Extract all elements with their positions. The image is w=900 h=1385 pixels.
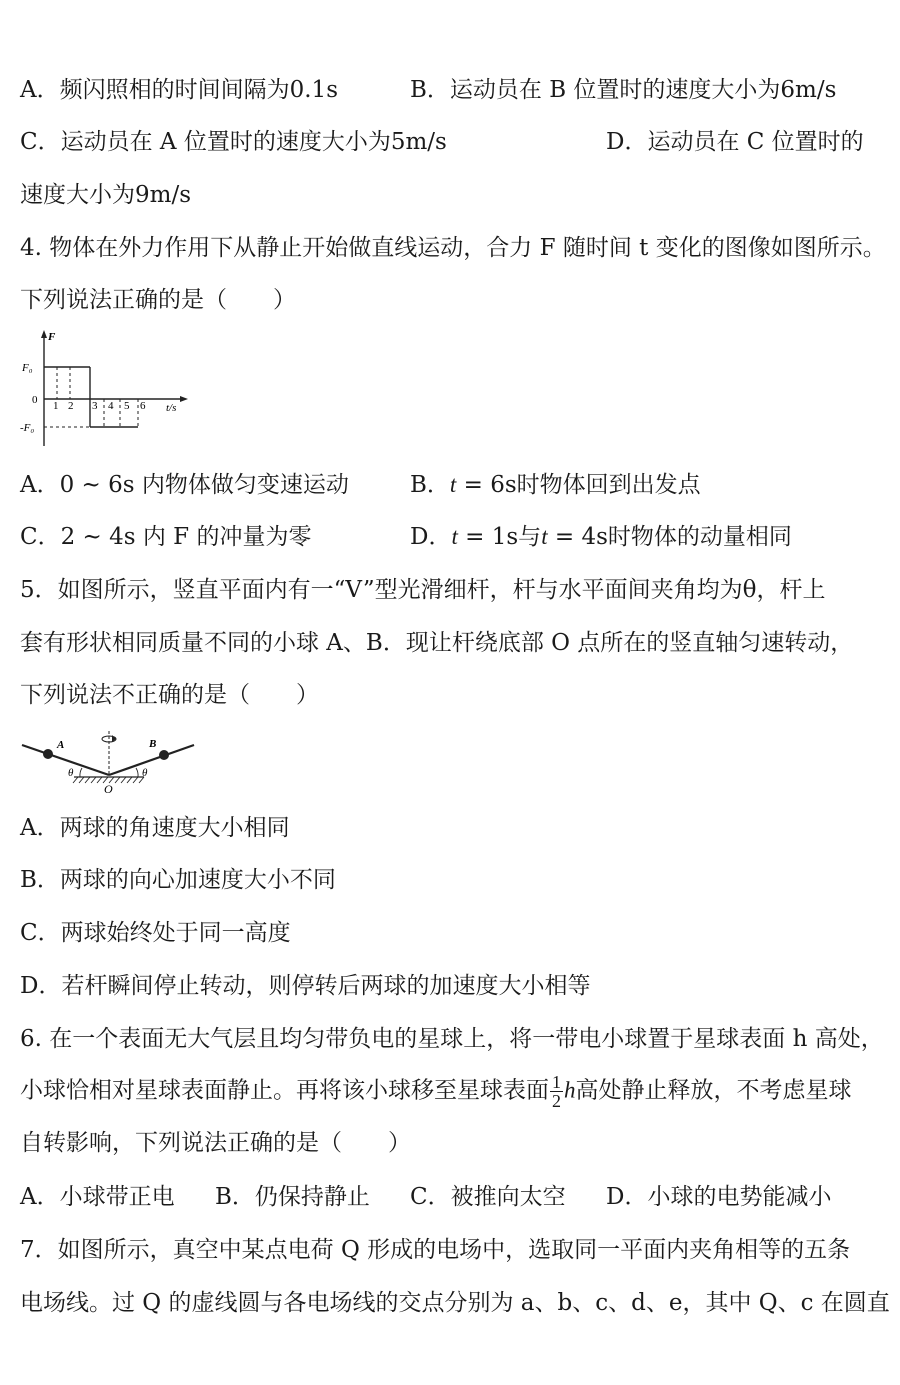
q6-option-b: B．仍保持静止 <box>215 1184 370 1210</box>
q4-stem-line-1: 4. 物体在外力作用下从静止开始做直线运动，合力 F 随时间 t 变化的图像如图所示。 <box>20 235 886 261</box>
q5-option-a: A．两球的角速度大小相同 <box>20 815 290 841</box>
q7-stem-line-1: 7．如图所示，真空中某点电荷 Q 形成的电场中，选取同一平面内夹角相等的五条 <box>20 1237 851 1263</box>
point-o-label: O <box>104 782 113 796</box>
q4-option-c: C．2 ~ 4s 内 F 的冲量为零 <box>20 524 312 550</box>
fraction-one-half: $\frac{1}{2}$ <box>552 1072 561 1111</box>
q5-stem-line-2: 套有形状相同质量不同的小球 A、B．现让杆绕底部 O 点所在的竖直轴匀速转动， <box>20 630 854 656</box>
q5-option-d: D．若杆瞬间停止转动，则停转后两球的加速度大小相等 <box>20 973 591 999</box>
q5-option-b: B．两球的向心加速度大小不同 <box>20 867 336 893</box>
q3-option-d-continued: 速度大小为9m/s <box>20 182 191 208</box>
q3-option-a: A．频闪照相的时间间隔为0.1s <box>20 77 338 103</box>
ball-a-label: A <box>57 739 65 751</box>
q6-option-d: D．小球的电势能减小 <box>606 1184 832 1210</box>
graph-x-axis-label: t/s <box>166 402 177 414</box>
q6-stem-line-3: 自转影响，下列说法正确的是（ ） <box>20 1130 411 1156</box>
graph-tick-3: 3 <box>92 400 98 412</box>
q4-force-time-graph <box>20 326 200 452</box>
q3-option-c: C．运动员在 A 位置时的速度大小为5m/s <box>20 129 447 155</box>
q6-option-c: C．被推向太空 <box>410 1184 566 1210</box>
theta-left-label: θ <box>68 767 74 779</box>
graph-tick-5: 5 <box>124 400 130 412</box>
graph-tick-4: 4 <box>108 400 114 412</box>
graph-tick-1: 1 <box>53 400 59 412</box>
graph-neg-f0-label: -F₀ <box>20 422 35 434</box>
q5-stem-line-1: 5．如图所示，竖直平面内有一“V”型光滑细杆，杆与水平面间夹角均为θ，杆上 <box>20 577 826 603</box>
q6-stem-line-1: 6. 在一个表面无大气层且均匀带负电的星球上，将一带电小球置于星球表面 h 高处， <box>20 1026 884 1052</box>
q5-option-c: C．两球始终处于同一高度 <box>20 920 291 946</box>
q4-option-a: A．0 ~ 6s 内物体做匀变速运动 <box>20 472 349 498</box>
graph-tick-6: 6 <box>140 400 146 412</box>
q5-v-rod-diagram <box>20 725 200 797</box>
graph-origin-label: 0 <box>32 394 38 406</box>
graph-f0-label: F₀ <box>22 362 33 374</box>
q3-option-d: D．运动员在 C 位置时的 <box>606 129 864 155</box>
ball-b-label: B <box>149 738 157 750</box>
q6-option-a: A．小球带正电 <box>20 1184 175 1210</box>
q5-stem-line-3: 下列说法不正确的是（ ） <box>20 682 319 708</box>
ball-a <box>43 749 53 759</box>
graph-tick-2: 2 <box>68 400 74 412</box>
q6-stem-line-2: 小球恰相对星球表面静止。再将该小球移至星球表面 $\frac{1}{2}$ h高处静止释放，不考虑星球 <box>20 1072 852 1111</box>
q7-stem-line-2: 电场线。过 Q 的虚线圆与各电场线的交点分别为 a、b、c、d、e，其中 Q、c 在圆直 <box>20 1290 890 1316</box>
q4-stem-line-2: 下列说法正确的是（ ） <box>20 287 296 313</box>
theta-right-label: θ <box>142 767 148 779</box>
q3-option-b: B．运动员在 B 位置时的速度大小为6m/s <box>410 77 837 103</box>
q4-option-d: D．t = 1s与t = 4s时物体的动量相同 <box>410 524 792 550</box>
graph-y-axis-label: F <box>48 331 56 343</box>
ball-b <box>159 750 169 760</box>
q4-option-b: B．t = 6s时物体回到出发点 <box>410 472 701 498</box>
